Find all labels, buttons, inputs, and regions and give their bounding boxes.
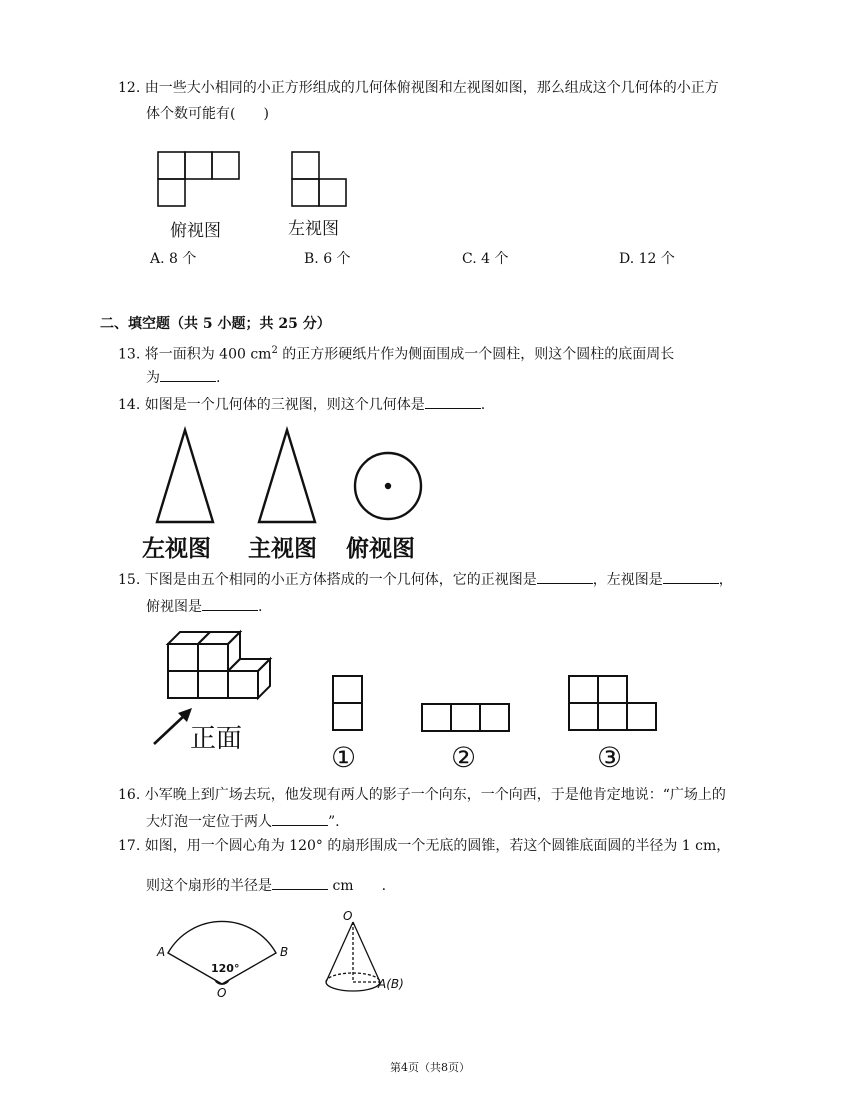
q14-top-view-circle [352,450,428,526]
q13-text-a: 13. 将一面积为 400 cm [118,346,272,363]
q15-text-e: . [258,599,263,615]
q13-text-c: 为 [146,370,160,386]
section-heading: 二、填空题（共 5 小题；共 25 分） [100,316,331,332]
q12-option-b[interactable]: B. 6 个 [304,251,351,267]
q14-top-view-label: 俯视图 [346,536,415,562]
q15-choice1-label[interactable]: ① [331,741,357,774]
q15-top-answer-blank[interactable] [202,596,258,611]
q15-text-a: 15. 下图是由五个相同的小正方体搭成的一个几何体，它的正视图是 [118,572,537,588]
q16-line1: 16. 小军晚上到广场去玩，他发现有两人的影子一个向东，一个向西，于是他肯定地说：“广场上的 [118,787,726,803]
q14-answer-blank[interactable] [425,394,481,409]
page-footer: 第4页（共8页） [390,1061,470,1074]
q16-text-a: 大灯泡一定位于两人 [146,814,272,830]
q15-left-answer-blank[interactable] [663,569,719,584]
q15-choice2-label[interactable]: ② [451,741,477,774]
q13-superscript: 2 [271,345,278,356]
q15-text-c: ， [718,572,733,588]
q15-line2 [146,596,262,617]
q12-line1: 12. 由一些大小相同的小正方形组成的几何体俯视图和左视图如图，那么组成这个几何体的小正方 [118,80,719,96]
q14-left-view-label: 左视图 [142,536,211,562]
q14-line [118,394,485,415]
q12-option-d[interactable]: D. 12 个 [619,251,675,267]
q17-line1: 17. 如图，用一个圆心角为 120° 的扇形围成一个无底的圆锥，若这个圆锥底面圆的半径为 1 cm， [118,838,731,854]
q14-text-a: 14. 如图是一个几何体的三视图，则这个几何体是 [118,397,425,413]
q17-line2 [146,875,386,896]
q12-option-c[interactable]: C. 4 个 [462,251,509,267]
q13-answer-blank[interactable] [160,367,216,382]
q15-cube-figure [160,624,280,704]
q17-sector-label-b: B [280,945,289,959]
q17-text-a: 则这个扇形的半径是 [146,878,272,894]
q14-front-view-triangle [255,428,319,524]
q13-text-d: . [216,370,221,386]
q12-line2: 体个数可能有( ) [146,106,269,122]
q14-text-b: . [480,397,486,413]
q14-left-view-triangle [153,428,217,524]
q12-top-view-label: 俯视图 [170,221,221,241]
q15-front-answer-blank[interactable] [537,569,593,584]
q17-cone-label-o: O [343,909,353,923]
q17-answer-blank[interactable] [272,875,328,890]
q17-cone-label-ab: A(B) [378,977,404,991]
q17-sector-label-o: O [217,986,227,1000]
q14-front-view-label: 主视图 [248,536,317,562]
q15-front-label: 正面 [190,724,243,754]
q17-sector-angle-label: 120° [211,962,240,975]
q15-choice3-figure [567,674,659,734]
q15-text-d: 俯视图是 [146,599,202,615]
q12-top-view-figure [155,150,245,210]
q13-line2 [146,367,220,388]
q15-line1 [118,569,733,590]
q16-answer-blank[interactable] [272,811,328,826]
q16-text-b: ”. [328,814,340,830]
q15-choice2-figure [420,702,512,734]
q15-choice3-label[interactable]: ③ [597,741,623,774]
q13-text-b: 的正方形硬纸片作为侧面围成一个圆柱，则这个圆柱的底面周长 [277,346,675,363]
q15-text-b: ，左视图是 [592,572,663,588]
q17-text-b: cm . [328,878,387,894]
q15-choice1-figure [331,674,365,734]
q12-left-view-label: 左视图 [288,219,339,239]
q17-sector-label-a: A [157,945,166,959]
q12-left-view-figure [289,150,351,210]
q12-option-a[interactable]: A. 8 个 [150,251,197,267]
q16-line2 [146,811,340,832]
q13-line1 [118,341,674,365]
